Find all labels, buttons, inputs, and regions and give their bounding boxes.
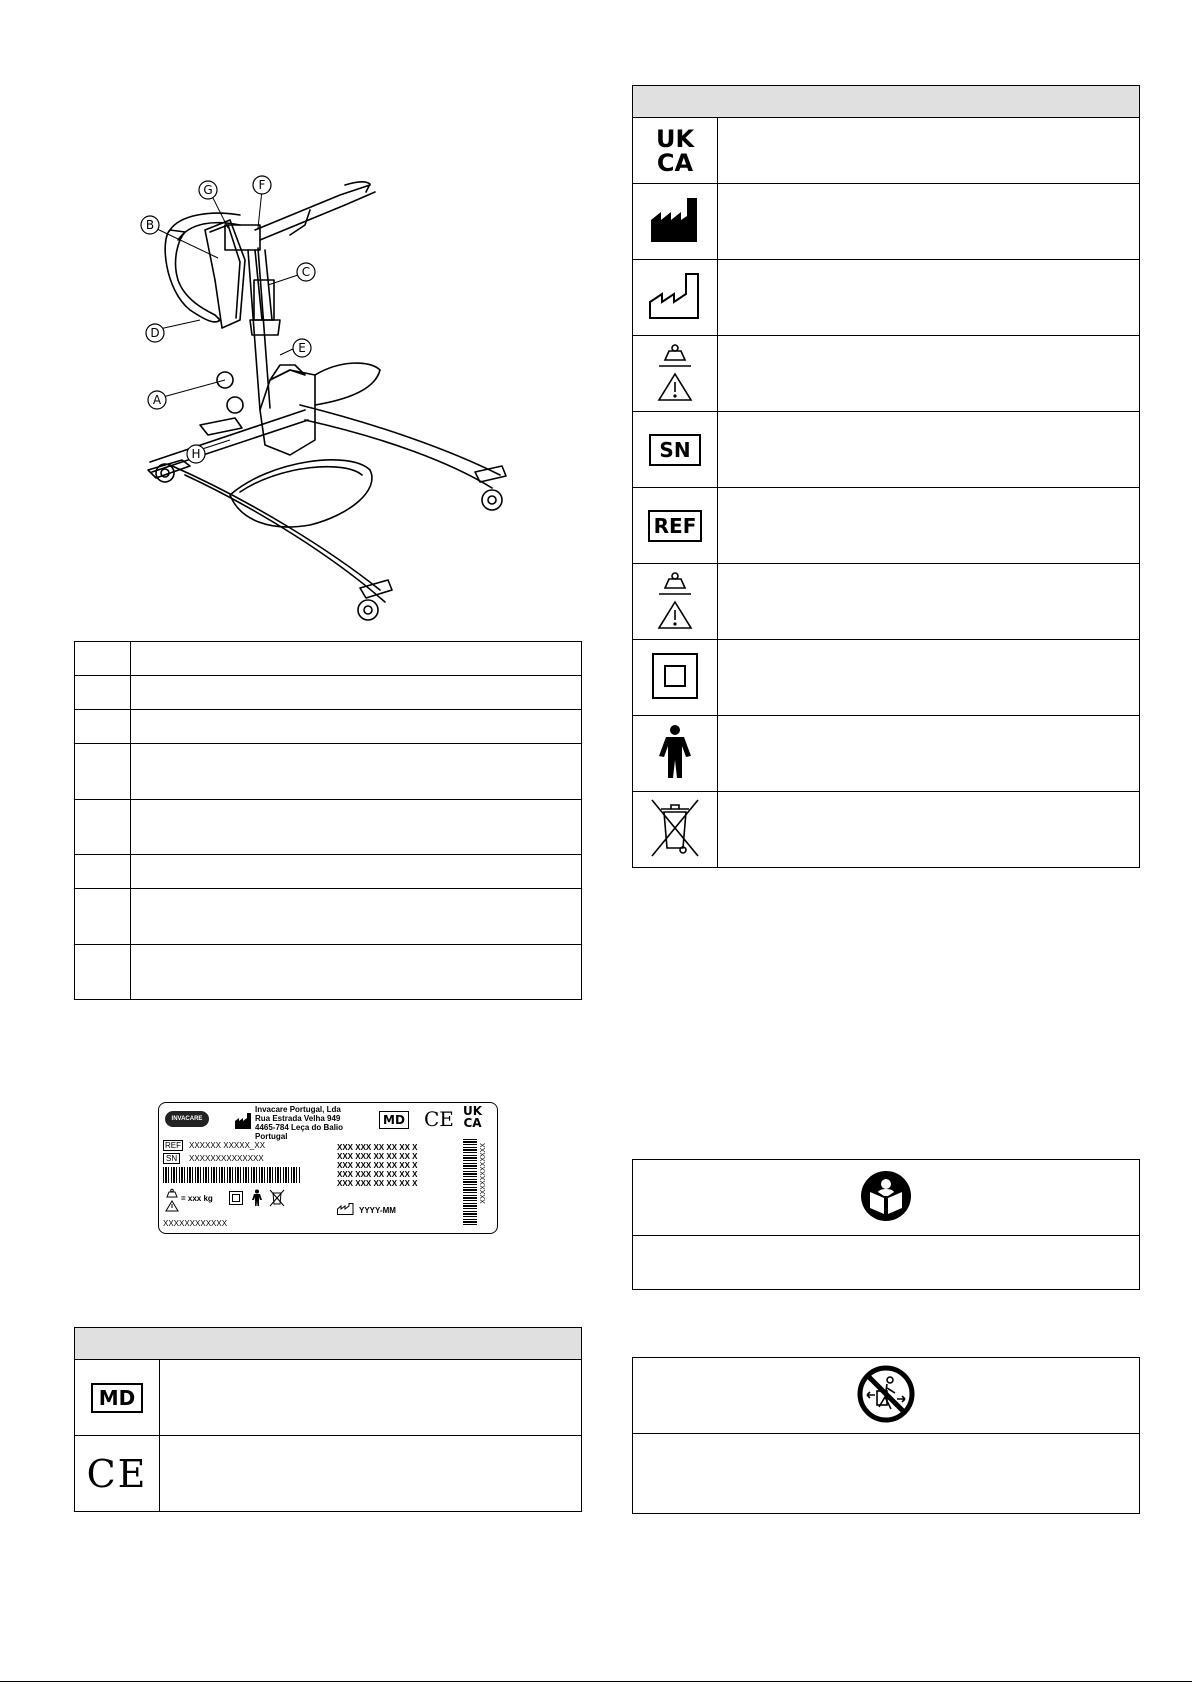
- label-date: YYYY-MM: [359, 1206, 396, 1215]
- table-row: [633, 488, 1140, 564]
- table-header: [75, 1328, 582, 1360]
- table-row: [75, 710, 582, 744]
- label-ce-mark: CE: [424, 1107, 454, 1131]
- table-row: [633, 1236, 1140, 1290]
- manufacturer-address: Invacare Portugal, Lda Rua Estrada Velha 949 4465-784 Leça do Balio Portugal: [255, 1105, 344, 1141]
- table-row: [75, 945, 582, 1000]
- md-symbol-icon: MD: [91, 1383, 144, 1413]
- component-table: [74, 641, 582, 1000]
- side-barcode: [463, 1139, 477, 1225]
- manufacturer-icon: [649, 196, 701, 244]
- table-row: [633, 412, 1140, 488]
- lift-diagram: [130, 170, 530, 630]
- footer-rule: [0, 1681, 1192, 1682]
- table-row: [75, 1360, 582, 1436]
- table-row: [75, 676, 582, 710]
- callout-e: E: [298, 341, 306, 355]
- label-sn-value: XXXXXXXXXXXXXX: [189, 1154, 264, 1163]
- label-ukca-mark: UK CA: [463, 1104, 483, 1130]
- callout-d: D: [150, 326, 160, 340]
- table-row: [75, 889, 582, 945]
- callout-c: C: [301, 265, 311, 279]
- notice-box-no-pushing: [632, 1357, 1140, 1514]
- table-row: [633, 184, 1140, 260]
- label-codes: XXX XXX XX XX XX X XXX XXX XX XX XX X XXX XXX XX XX XX X XXX XXX XX XX XX X XXX XXX XX XX XX X: [337, 1143, 418, 1188]
- weee-icon: [269, 1189, 285, 1207]
- no-pushing-icon: [857, 1365, 915, 1423]
- label-ref-tag: REF: [165, 1141, 181, 1150]
- table-header: [633, 86, 1140, 118]
- date-of-manufacture-icon: [648, 272, 702, 320]
- table-row: [633, 1160, 1140, 1236]
- notice-box-read-manual: [632, 1159, 1140, 1290]
- ce-mark-icon: CE: [86, 1451, 148, 1496]
- weee-disposal-icon: [649, 798, 701, 858]
- table-row: [75, 800, 582, 855]
- serial-number-icon: SN: [649, 434, 700, 466]
- label-md-badge: MD: [379, 1111, 409, 1129]
- table-row: [633, 118, 1140, 184]
- callout-g: G: [203, 183, 213, 197]
- brand-logo: INVACARE: [165, 1111, 209, 1127]
- date-of-manufacture-icon: [337, 1203, 355, 1215]
- table-row: [633, 336, 1140, 412]
- table-row: [633, 564, 1140, 640]
- type-b-applied-part-icon: [658, 724, 692, 780]
- table-row: [633, 716, 1140, 792]
- table-row: [633, 640, 1140, 716]
- table-row: [633, 1358, 1140, 1434]
- product-label: [158, 1102, 498, 1234]
- label-weight: = xxx kg: [181, 1194, 213, 1203]
- load-warning-icon: [165, 1187, 179, 1213]
- callout-a: A: [152, 393, 162, 407]
- table-row: [633, 792, 1140, 868]
- callout-f: F: [258, 178, 266, 192]
- label-ref-value: XXXXXX XXXXX_XX: [189, 1141, 266, 1150]
- table-row: [633, 1434, 1140, 1514]
- side-code: XXXXXXXXXXXXX: [480, 1143, 487, 1204]
- ukca-mark-icon: UK CA: [655, 124, 695, 177]
- label-sn-tag: SN: [163, 1153, 180, 1164]
- barcode: [163, 1167, 301, 1183]
- reference-number-icon: REF: [648, 510, 703, 542]
- table-row: [633, 260, 1140, 336]
- symbols-table-left: [74, 1327, 582, 1512]
- class-ii-icon: [229, 1191, 243, 1205]
- label-bottom-code: XXXXXXXXXXXX: [163, 1219, 228, 1228]
- type-b-icon: [251, 1189, 263, 1207]
- manufacturer-icon: [235, 1113, 253, 1129]
- table-row: [75, 855, 582, 889]
- symbols-table-right: [632, 85, 1140, 868]
- table-row: [75, 744, 582, 800]
- callout-b: B: [145, 218, 155, 232]
- max-user-weight-icon: [655, 570, 695, 630]
- table-row: [75, 642, 582, 676]
- class-ii-equipment-icon: [652, 653, 698, 699]
- table-row: [75, 1436, 582, 1512]
- callout-h: H: [191, 447, 201, 461]
- read-manual-icon: [860, 1170, 912, 1222]
- safe-working-load-icon: [655, 342, 695, 402]
